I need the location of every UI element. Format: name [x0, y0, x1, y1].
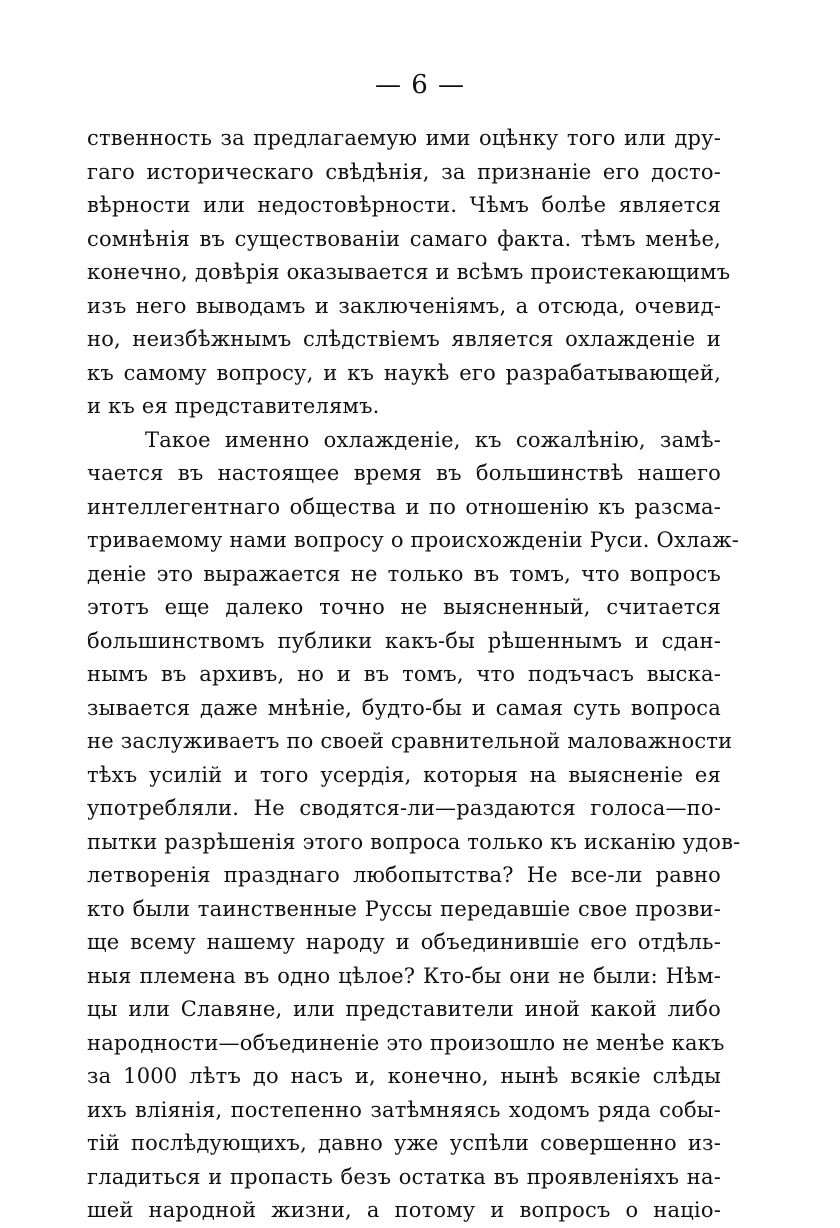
text-line: употребляли. Не сводятся-ли—раздаются голоса—по- [87, 796, 721, 820]
text-line: но, неизбѣжнымъ слѣдствіемъ является охлажденіе и [87, 327, 721, 351]
text-line: конечно, довѣрія оказывается и всѣмъ проистекающимъ [87, 260, 731, 284]
text-line: и къ ея представителямъ. [87, 394, 380, 418]
text-line: большинствомъ публики какъ-бы рѣшеннымъ и сдан- [87, 628, 721, 653]
text-line: ще всему нашему народу и объединившіе его отдѣль- [87, 930, 721, 954]
text-line: ныя племена въ одно цѣлое? Кто-бы они не были: Нѣм- [87, 963, 721, 988]
text-line: зывается даже мнѣніе, будто-бы и самая суть вопроса [87, 695, 721, 720]
text-line: ихъ вліянія, постепенно затѣмняясь ходомъ ряда собы- [87, 1097, 721, 1122]
text-line: летворенія празднаго любопытства? Не все-ли равно [87, 863, 721, 887]
text-line: нымъ въ архивъ, но и въ томъ, что подъчасъ выска- [87, 662, 721, 686]
text-line: кто были таинственные Руссы передавшіе свое прозви- [87, 896, 721, 921]
text-line: пытки разрѣшенія этого вопроса только къ исканію удов- [87, 829, 741, 854]
text-line: тій послѣдующихъ, давно уже успѣли совершенно из- [87, 1131, 721, 1155]
text-line: за 1000 лѣтъ до насъ и, конечно, нынѣ всякіе слѣды [87, 1064, 721, 1088]
text-line: деніе это выражается не только въ томъ, что вопросъ [87, 561, 721, 586]
text-line: сомнѣнія въ существованіи самаго факта. тѣмъ менѣе, [87, 226, 721, 251]
text-line: триваемому нами вопросу о происхожденіи Руси. Охлаж- [87, 528, 740, 552]
text-line: шей народной жизни, а потому и вопросъ о націо- [87, 1198, 721, 1222]
text-line: гладиться и пропасть безъ остатка въ проявленіяхъ на- [87, 1164, 721, 1189]
body-text [87, 122, 741, 1228]
text-line: изъ него выводамъ и заключеніямъ, а отсюда, очевид- [87, 293, 721, 318]
text-line: Такое именно охлажденіе, къ сожалѣнію, замѣ- [145, 427, 721, 452]
text-line: тѣхъ усилій и того усердія, которыя на выясненіе ея [87, 762, 721, 787]
text-line: этотъ еще далеко точно не выясненный, считается [87, 595, 721, 619]
text-line: цы или Славяне, или представители иной какой либо [87, 997, 721, 1021]
text-line: народности—объединеніе это произошло не менѣе какъ [87, 1030, 725, 1055]
text-line: не заслуживаетъ по своей сравнительной маловажности [87, 729, 733, 753]
text-line: ственность за предлагаемую ими оцѣнку того или дру- [87, 126, 721, 150]
page-number: — 6 — [374, 70, 466, 100]
text-line: вѣрности или недостовѣрности. Чѣмъ болѣе является [87, 193, 721, 217]
text-line: чается въ настоящее время въ большинствѣ нашего [87, 461, 721, 485]
text-line: гаго историческаго свѣдѣнія, за признаніе его досто- [87, 159, 721, 184]
text-line: интеллегентнаго общества и по отношенію къ разсма- [87, 494, 721, 519]
text-line: къ самому вопросу, и къ наукѣ его разрабатывающей, [87, 360, 721, 385]
